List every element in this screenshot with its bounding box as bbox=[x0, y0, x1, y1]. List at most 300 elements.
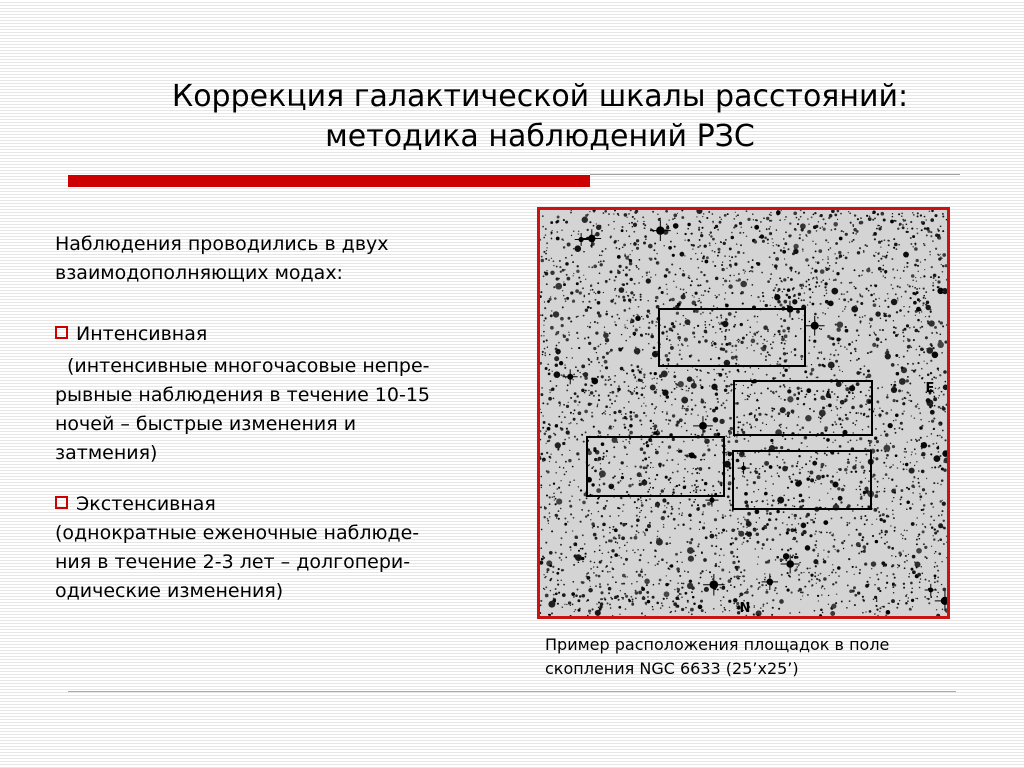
star bbox=[663, 303, 665, 305]
star bbox=[540, 506, 542, 508]
star bbox=[648, 326, 651, 329]
star bbox=[730, 427, 733, 430]
star bbox=[784, 359, 787, 362]
star bbox=[650, 228, 652, 230]
star bbox=[695, 404, 697, 406]
star bbox=[869, 610, 872, 613]
star bbox=[666, 413, 668, 415]
bullet-checkbox-icon bbox=[55, 326, 68, 339]
star bbox=[939, 538, 942, 541]
star bbox=[611, 567, 612, 568]
star bbox=[835, 572, 837, 574]
star bbox=[781, 336, 783, 338]
star bbox=[687, 571, 689, 573]
star bbox=[681, 358, 683, 360]
star bbox=[586, 601, 587, 602]
star bbox=[934, 575, 937, 578]
bullet-checkbox-icon bbox=[55, 496, 68, 509]
star bbox=[678, 599, 679, 600]
star bbox=[913, 246, 914, 247]
star bbox=[656, 602, 659, 605]
star bbox=[686, 390, 687, 391]
star bbox=[649, 498, 650, 499]
star bbox=[644, 534, 646, 536]
star bbox=[656, 389, 657, 390]
star bbox=[726, 530, 727, 531]
star bbox=[876, 449, 879, 452]
star bbox=[752, 336, 753, 337]
star bbox=[874, 333, 876, 335]
star bbox=[845, 257, 848, 260]
star bbox=[904, 451, 905, 452]
star bbox=[556, 345, 558, 347]
star bbox=[928, 602, 930, 604]
star bbox=[834, 279, 837, 282]
star bbox=[929, 211, 931, 213]
star bbox=[891, 599, 895, 603]
star bbox=[813, 340, 816, 343]
star bbox=[787, 389, 791, 393]
star bbox=[754, 392, 756, 394]
star bbox=[575, 609, 577, 611]
star bbox=[729, 247, 732, 250]
star bbox=[686, 292, 688, 294]
star bbox=[628, 429, 630, 431]
star bbox=[945, 381, 947, 383]
star bbox=[809, 302, 810, 303]
star bbox=[546, 242, 548, 244]
star bbox=[636, 530, 638, 532]
star bbox=[852, 510, 853, 511]
star bbox=[905, 451, 907, 453]
star bbox=[570, 291, 573, 294]
star bbox=[551, 232, 553, 234]
star bbox=[877, 578, 879, 580]
star bbox=[544, 307, 546, 309]
star bbox=[890, 220, 894, 224]
star bbox=[691, 485, 693, 487]
star bbox=[909, 394, 911, 396]
star bbox=[930, 276, 932, 278]
star bbox=[936, 565, 938, 567]
star bbox=[677, 303, 681, 307]
star bbox=[710, 534, 715, 539]
star bbox=[716, 389, 718, 391]
star bbox=[550, 271, 554, 275]
star bbox=[906, 560, 908, 562]
star bbox=[688, 388, 690, 390]
star bbox=[568, 317, 571, 320]
star bbox=[860, 372, 862, 374]
star bbox=[633, 332, 637, 336]
star bbox=[835, 350, 836, 351]
star bbox=[855, 233, 857, 235]
star bbox=[576, 316, 578, 318]
star bbox=[599, 470, 606, 477]
star bbox=[640, 497, 642, 499]
star bbox=[634, 377, 636, 379]
star bbox=[665, 268, 668, 271]
star bbox=[675, 321, 676, 322]
star bbox=[552, 571, 554, 573]
star bbox=[822, 406, 825, 409]
star bbox=[837, 321, 843, 327]
star bbox=[640, 570, 643, 573]
star bbox=[930, 231, 932, 233]
star bbox=[599, 272, 601, 274]
star bbox=[934, 405, 936, 407]
star bbox=[905, 555, 907, 557]
star bbox=[740, 323, 743, 326]
star bbox=[868, 290, 870, 292]
star bbox=[801, 532, 803, 534]
star bbox=[608, 395, 610, 397]
star bbox=[743, 414, 745, 416]
star bbox=[756, 343, 758, 345]
star bbox=[605, 248, 607, 250]
star bbox=[614, 375, 616, 377]
star bbox=[855, 457, 857, 459]
star bbox=[853, 586, 856, 589]
star bbox=[839, 445, 842, 448]
star bbox=[885, 412, 888, 415]
star bbox=[814, 394, 816, 396]
star bbox=[753, 482, 754, 483]
star bbox=[549, 512, 551, 514]
star bbox=[737, 518, 738, 519]
star bbox=[565, 221, 568, 224]
star bbox=[780, 427, 781, 428]
star-field-chart bbox=[540, 210, 947, 616]
star bbox=[864, 563, 867, 566]
star bbox=[862, 612, 864, 614]
star bbox=[886, 396, 889, 399]
star bbox=[789, 267, 792, 270]
star bbox=[743, 385, 744, 386]
star bbox=[709, 324, 711, 326]
star bbox=[652, 487, 654, 489]
star bbox=[932, 285, 934, 287]
star bbox=[894, 381, 896, 383]
star bbox=[690, 608, 694, 612]
star bbox=[578, 550, 580, 552]
star bbox=[540, 600, 542, 602]
star bbox=[573, 413, 574, 414]
star bbox=[700, 600, 703, 603]
star bbox=[815, 243, 817, 245]
star bbox=[885, 587, 887, 589]
star bbox=[746, 527, 747, 528]
star bbox=[892, 363, 894, 365]
star bbox=[882, 387, 883, 388]
caption-line-2: скопления NGC 6633 (25’x25’) bbox=[545, 659, 799, 678]
star bbox=[617, 213, 619, 215]
star bbox=[893, 517, 895, 519]
star bbox=[718, 481, 720, 483]
star bbox=[808, 352, 809, 353]
star bbox=[894, 526, 896, 528]
star bbox=[614, 228, 615, 229]
star bbox=[900, 496, 902, 498]
star bbox=[549, 551, 553, 555]
star bbox=[655, 550, 657, 552]
star bbox=[884, 543, 886, 545]
star bbox=[823, 365, 826, 368]
star bbox=[591, 467, 593, 469]
star bbox=[933, 482, 935, 484]
star bbox=[919, 312, 920, 313]
star bbox=[736, 459, 740, 463]
star bbox=[912, 492, 914, 494]
star bbox=[553, 260, 555, 262]
star bbox=[697, 414, 698, 415]
star bbox=[924, 596, 926, 598]
star bbox=[747, 320, 748, 321]
star bbox=[710, 408, 712, 410]
star bbox=[696, 369, 698, 371]
star bbox=[743, 526, 745, 528]
star bbox=[850, 352, 852, 354]
star bbox=[830, 247, 832, 249]
star bbox=[634, 388, 635, 389]
star bbox=[751, 384, 753, 386]
star bbox=[653, 249, 655, 251]
star bbox=[883, 423, 885, 425]
star bbox=[744, 492, 748, 496]
star bbox=[917, 478, 919, 480]
star bbox=[626, 217, 627, 218]
star bbox=[800, 388, 802, 390]
star bbox=[911, 274, 914, 277]
star bbox=[631, 596, 633, 598]
star bbox=[884, 300, 886, 302]
star bbox=[692, 439, 694, 441]
star bbox=[634, 552, 635, 553]
star bbox=[860, 217, 862, 219]
star bbox=[701, 260, 703, 262]
star bbox=[720, 347, 723, 350]
star bbox=[571, 348, 572, 349]
star bbox=[718, 532, 720, 534]
star bbox=[636, 507, 638, 509]
star bbox=[909, 573, 910, 574]
star bbox=[938, 515, 940, 517]
star bbox=[720, 314, 722, 316]
star bbox=[697, 246, 699, 248]
star bbox=[714, 265, 716, 267]
star bbox=[619, 614, 620, 615]
star bbox=[781, 338, 785, 342]
star bbox=[849, 242, 850, 243]
star bbox=[629, 431, 633, 435]
star bbox=[771, 475, 773, 477]
star bbox=[771, 347, 773, 349]
star bbox=[714, 251, 716, 253]
star bbox=[740, 584, 742, 586]
star bbox=[910, 400, 912, 402]
star bbox=[724, 380, 726, 382]
star bbox=[576, 270, 579, 273]
star bbox=[711, 576, 712, 577]
star bbox=[574, 409, 576, 411]
star bbox=[779, 303, 782, 306]
star bbox=[854, 214, 856, 216]
star bbox=[942, 265, 944, 267]
star bbox=[913, 476, 915, 478]
star bbox=[853, 226, 854, 227]
star bbox=[868, 390, 869, 391]
star bbox=[849, 282, 851, 284]
compass-east-label: E bbox=[925, 381, 935, 396]
star bbox=[787, 487, 789, 489]
star bbox=[638, 483, 641, 486]
star bbox=[610, 556, 612, 558]
star bbox=[583, 420, 585, 422]
star bbox=[640, 447, 644, 451]
star bbox=[785, 414, 787, 416]
star bbox=[852, 432, 854, 434]
star bbox=[606, 450, 608, 452]
intro-text bbox=[55, 230, 520, 288]
star bbox=[589, 394, 591, 396]
star bbox=[631, 222, 633, 224]
star bbox=[600, 602, 603, 605]
star bbox=[895, 414, 899, 418]
star bbox=[799, 562, 801, 564]
star bbox=[826, 405, 827, 406]
star bbox=[559, 466, 561, 468]
star bbox=[879, 515, 881, 517]
star bbox=[643, 397, 644, 398]
star bbox=[549, 564, 552, 567]
star bbox=[716, 537, 717, 538]
star bbox=[550, 453, 551, 454]
star bbox=[799, 469, 800, 470]
star bbox=[912, 606, 913, 607]
star bbox=[633, 374, 635, 376]
star bbox=[918, 439, 920, 441]
star bbox=[915, 405, 918, 408]
star bbox=[600, 598, 602, 600]
star bbox=[917, 212, 919, 214]
star bbox=[573, 543, 575, 545]
star bbox=[650, 358, 652, 360]
star bbox=[865, 288, 867, 290]
star bbox=[833, 365, 834, 366]
star bbox=[865, 453, 867, 455]
star bbox=[698, 605, 703, 610]
star bbox=[603, 212, 605, 214]
star bbox=[743, 438, 745, 440]
star bbox=[930, 372, 932, 374]
star bbox=[940, 254, 941, 255]
star bbox=[937, 367, 939, 369]
star bbox=[869, 220, 870, 221]
star bbox=[568, 437, 570, 439]
star bbox=[636, 386, 638, 388]
star bbox=[640, 296, 642, 298]
star bbox=[574, 400, 577, 403]
star bbox=[636, 392, 639, 395]
star bbox=[909, 327, 911, 329]
star bbox=[628, 386, 629, 387]
star bbox=[812, 461, 817, 466]
star bbox=[799, 501, 801, 503]
star bbox=[912, 235, 915, 238]
star bbox=[590, 560, 592, 562]
star bbox=[742, 471, 744, 473]
star bbox=[576, 395, 578, 397]
star bbox=[650, 372, 652, 374]
star bbox=[873, 293, 875, 295]
star bbox=[662, 605, 664, 607]
star bbox=[805, 515, 808, 518]
star bbox=[626, 560, 628, 562]
star bbox=[868, 408, 870, 410]
star bbox=[764, 492, 768, 496]
star bbox=[546, 452, 548, 454]
star bbox=[744, 456, 745, 457]
star bbox=[589, 221, 591, 223]
star bbox=[561, 570, 563, 572]
star bbox=[835, 360, 838, 363]
star bbox=[693, 490, 695, 492]
star bbox=[784, 258, 785, 259]
star bbox=[572, 604, 574, 606]
star bbox=[628, 401, 630, 403]
star bbox=[919, 493, 920, 494]
star bbox=[670, 346, 674, 350]
star bbox=[742, 575, 744, 577]
star bbox=[691, 413, 693, 415]
star bbox=[656, 321, 657, 322]
star bbox=[669, 537, 670, 538]
star bbox=[878, 267, 882, 271]
star bbox=[617, 481, 619, 483]
star bbox=[906, 324, 909, 327]
star bbox=[919, 412, 921, 414]
star bbox=[908, 488, 910, 490]
star bbox=[856, 301, 858, 303]
star bbox=[817, 453, 818, 454]
star bbox=[789, 222, 791, 224]
star bbox=[652, 426, 653, 427]
star bbox=[701, 253, 702, 254]
star bbox=[662, 389, 664, 391]
star bbox=[699, 473, 700, 474]
star bbox=[860, 494, 861, 495]
star bbox=[645, 499, 647, 501]
star bbox=[783, 352, 786, 355]
star bbox=[699, 529, 700, 530]
star bbox=[891, 299, 898, 306]
star bbox=[819, 499, 821, 501]
star bbox=[924, 526, 926, 528]
star bbox=[860, 322, 862, 324]
star bbox=[555, 424, 558, 427]
star bbox=[934, 214, 937, 217]
star bbox=[622, 441, 623, 442]
star bbox=[784, 369, 787, 372]
star bbox=[664, 233, 666, 235]
star bbox=[597, 291, 600, 294]
star bbox=[733, 275, 735, 277]
star bbox=[625, 413, 627, 415]
star bbox=[874, 284, 875, 285]
star bbox=[852, 566, 854, 568]
star bbox=[898, 565, 900, 567]
star bbox=[750, 394, 751, 395]
